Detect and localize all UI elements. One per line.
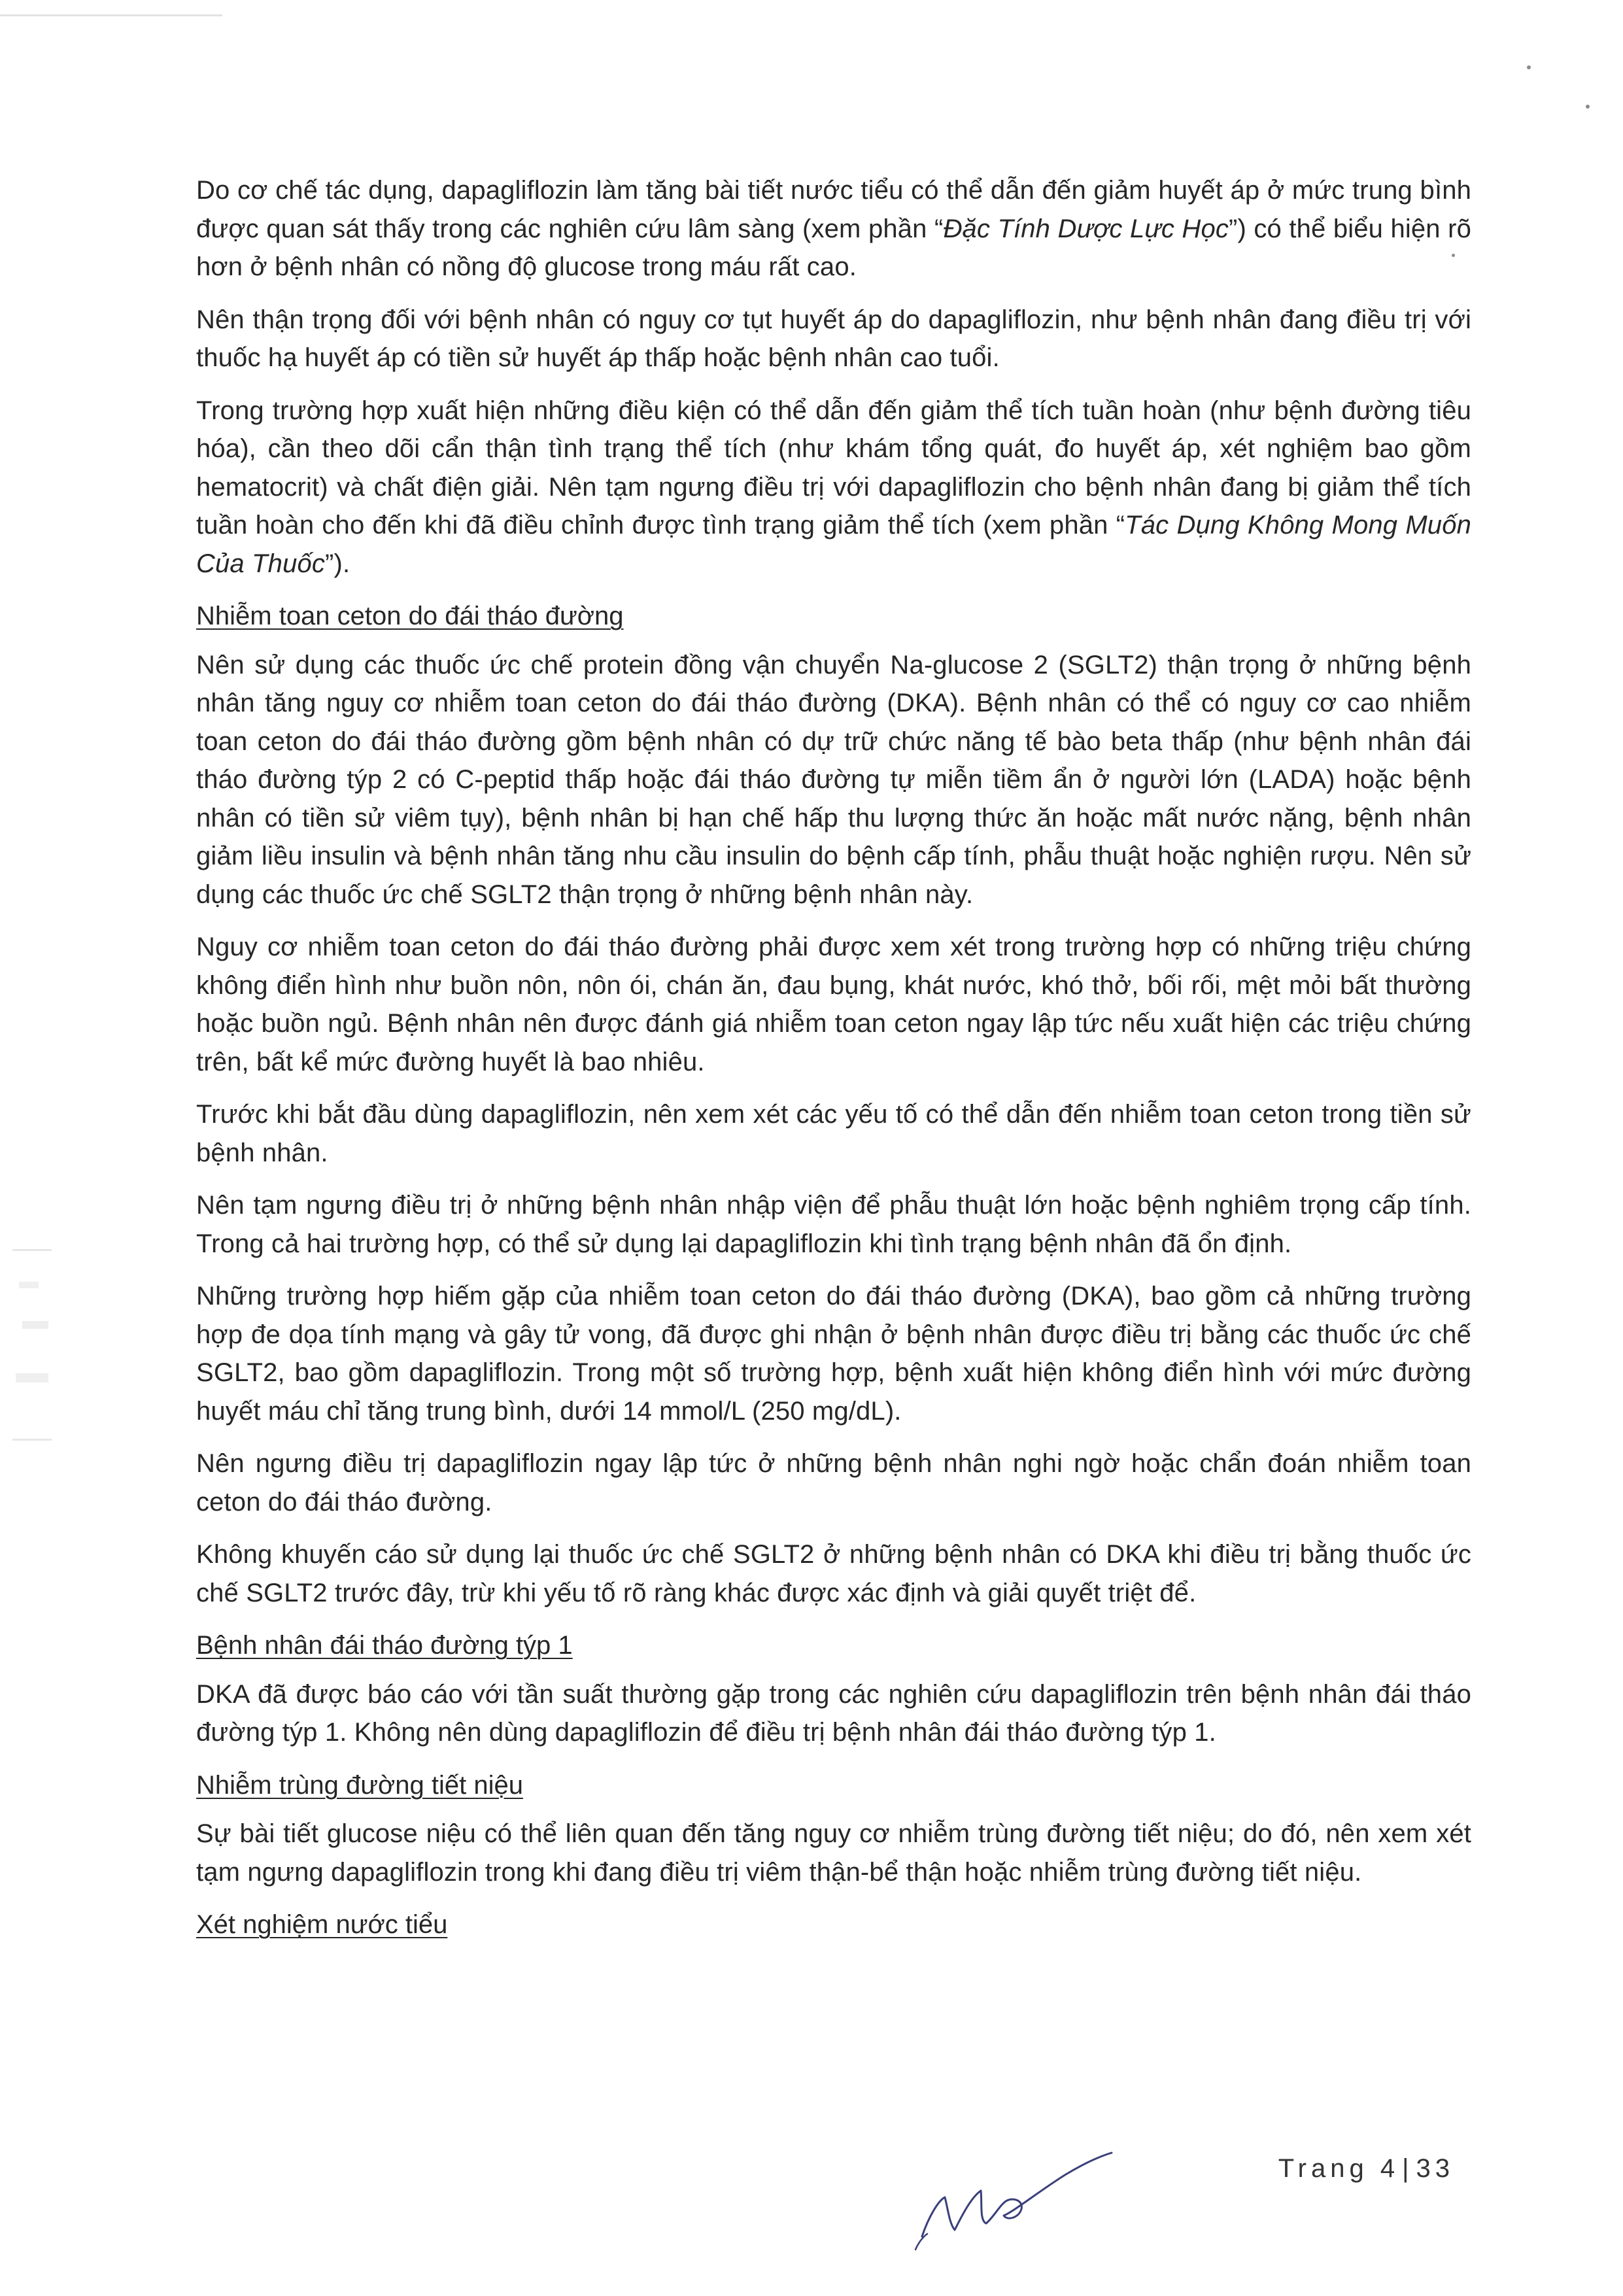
paragraph-type1-dka: DKA đã được báo cáo với tần suất thường gặp trong các nghiên cứu dapagliflozin trên bệnh nhân đái tháo đường týp 1. Không nên dùng dapagliflozin để điều trị bệnh nhân đái tháo đường týp 1.: [196, 1679, 1471, 1747]
paragraph-text: Do cơ chế tác dụng, dapagliflozin làm tăng bài tiết nước tiểu có thể dẫn đến giảm huyết áp ở mức trung bình được quan sát thấy trong các nghiên cứu lâm sàng (xem phần “: [196, 176, 1471, 243]
page-separator: |: [1402, 2154, 1414, 2183]
scan-speck: [1452, 254, 1455, 257]
paragraph-before-starting: Trước khi bắt đầu dùng dapagliflozin, nên xem xét các yếu tố có thể dẫn đến nhiễm toan ceton trong tiền sử bệnh nhân.: [196, 1100, 1471, 1167]
scan-smudge: [9, 1242, 61, 1517]
page-number: 4: [1380, 2154, 1400, 2183]
scan-speck: [1527, 65, 1531, 69]
section-heading-uti: Nhiễm trùng đường tiết niệu: [196, 1770, 523, 1800]
section-reference: Đặc Tính Dược Lực Học: [943, 214, 1229, 243]
page-footer: [1278, 2154, 1454, 2184]
paragraph-text: ”) có thể biểu hiện rõ hơn ở bệnh nhân có nồng độ glucose trong máu rất cao.: [196, 214, 1471, 281]
scan-speck: [1586, 105, 1590, 109]
paragraph-text: ”).: [325, 549, 350, 578]
handwritten-signature-icon: [909, 2138, 1125, 2256]
section-reference: Tác Dụng Không Mong Muốn Của Thuốc: [196, 511, 1471, 578]
section-heading-type1: Bệnh nhân đái tháo đường týp 1: [196, 1631, 573, 1660]
paragraph-volume-depletion: [196, 392, 1471, 583]
paragraph-blood-pressure: [196, 171, 1471, 286]
section-heading-urinalysis: Xét nghiệm nước tiểu: [196, 1910, 448, 1939]
document-body: [196, 171, 1471, 1955]
paragraph-text: Trong trường hợp xuất hiện những điều kiện có thể dẫn đến giảm thể tích tuần hoàn (như bệnh đường tiêu hóa), cần theo dõi cẩn thận tình trạng thể tích (như khám tổng quát, đo huyết áp, xét nghiệm bao gồm hematocrit) và chất điện giải. Nên tạm ngưng điều trị với dapagliflozin cho bệnh nhân đang bị giảm thể tích tuần hoàn cho đến khi đã điều chỉnh được tình trạng giảm thể tích (xem phần “: [196, 396, 1471, 540]
page-total: 33: [1416, 2154, 1454, 2183]
section-heading-ketoacidosis: Nhiễm toan ceton do đái tháo đường: [196, 602, 624, 630]
paragraph-rare-cases: Những trường hợp hiếm gặp của nhiễm toan ceton do đái tháo đường (DKA), bao gồm cả những trường hợp đe dọa tính mạng và gây tử vong, đã được ghi nhận ở bệnh nhân được điều trị bằng các thuốc ức chế SGLT2, bao gồm dapagliflozin. Trong một số trường hợp, bệnh xuất hiện không điển hình với mức đường huyết máu chỉ tăng trung bình, dưới 14 mmol/L (250 mg/dL).: [196, 1282, 1471, 1426]
paragraph-hospitalized: Nên tạm ngưng điều trị ở những bệnh nhân nhập viện để phẫu thuật lớn hoặc bệnh nghiêm trọng cấp tính. Trong cả hai trường hợp, có thể sử dụng lại dapagliflozin khi tình trạng bệnh nhân đã ổn định.: [196, 1191, 1471, 1258]
paragraph-hypotension-risk: Nên thận trọng đối với bệnh nhân có nguy cơ tụt huyết áp do dapagliflozin, như bệnh nhân đang điều trị với thuốc hạ huyết áp có tiền sử huyết áp thấp hoặc bệnh nhân cao tuổi.: [196, 305, 1471, 372]
paragraph-uti: Sự bài tiết glucose niệu có thể liên quan đến tăng nguy cơ nhiễm trùng đường tiết niệu; do đó, nên xem xét tạm ngưng dapagliflozin trong khi đang điều trị viêm thận-bể thận hoặc nhiễm trùng đường tiết niệu.: [196, 1819, 1471, 1887]
paragraph-no-restart: Không khuyến cáo sử dụng lại thuốc ức chế SGLT2 ở những bệnh nhân có DKA khi điều trị bằng thuốc ức chế SGLT2 trước đây, trừ khi yếu tố rõ ràng khác được xác định và giải quyết triệt để.: [196, 1540, 1471, 1607]
paragraph-stop-treatment: Nên ngưng điều trị dapagliflozin ngay lập tức ở những bệnh nhân nghi ngờ hoặc chẩn đoán nhiễm toan ceton do đái tháo đường.: [196, 1449, 1471, 1516]
page-label: Trang: [1278, 2154, 1369, 2183]
paragraph-dka-symptoms: Nguy cơ nhiễm toan ceton do đái tháo đường phải được xem xét trong trường hợp có những triệu chứng không điển hình như buồn nôn, nôn ói, chán ăn, đau bụng, khát nước, khó thở, bối rối, mệt mỏi bất thường hoặc buồn ngủ. Bệnh nhân nên được đánh giá nhiễm toan ceton ngay lập tức nếu xuất hiện các triệu chứng trên, bất kể mức đường huyết là bao nhiêu.: [196, 933, 1471, 1076]
scan-edge-line: [0, 14, 222, 16]
paragraph-sglt2-caution: Nên sử dụng các thuốc ức chế protein đồng vận chuyển Na-glucose 2 (SGLT2) thận trọng ở những bệnh nhân tăng nguy cơ nhiễm toan ceton do đái tháo đường (DKA). Bệnh nhân có thể có nguy cơ cao nhiễm toan ceton do đái tháo đường gồm bệnh nhân có dự trữ chức năng tế bào beta thấp (như bệnh nhân đái tháo đường týp 2 có C-peptid thấp hoặc đái tháo đường tự miễn tiềm ẩn ở người lớn (LADA) hoặc bệnh nhân có tiền sử viêm tụy), bệnh nhân bị hạn chế hấp thu lượng thức ăn hoặc mất nước nặng, bệnh nhân giảm liều insulin và bệnh nhân tăng nhu cầu insulin do bệnh cấp tính, phẫu thuật hoặc nghiện rượu. Nên sử dụng các thuốc ức chế SGLT2 thận trọng ở những bệnh nhân này.: [196, 650, 1471, 909]
